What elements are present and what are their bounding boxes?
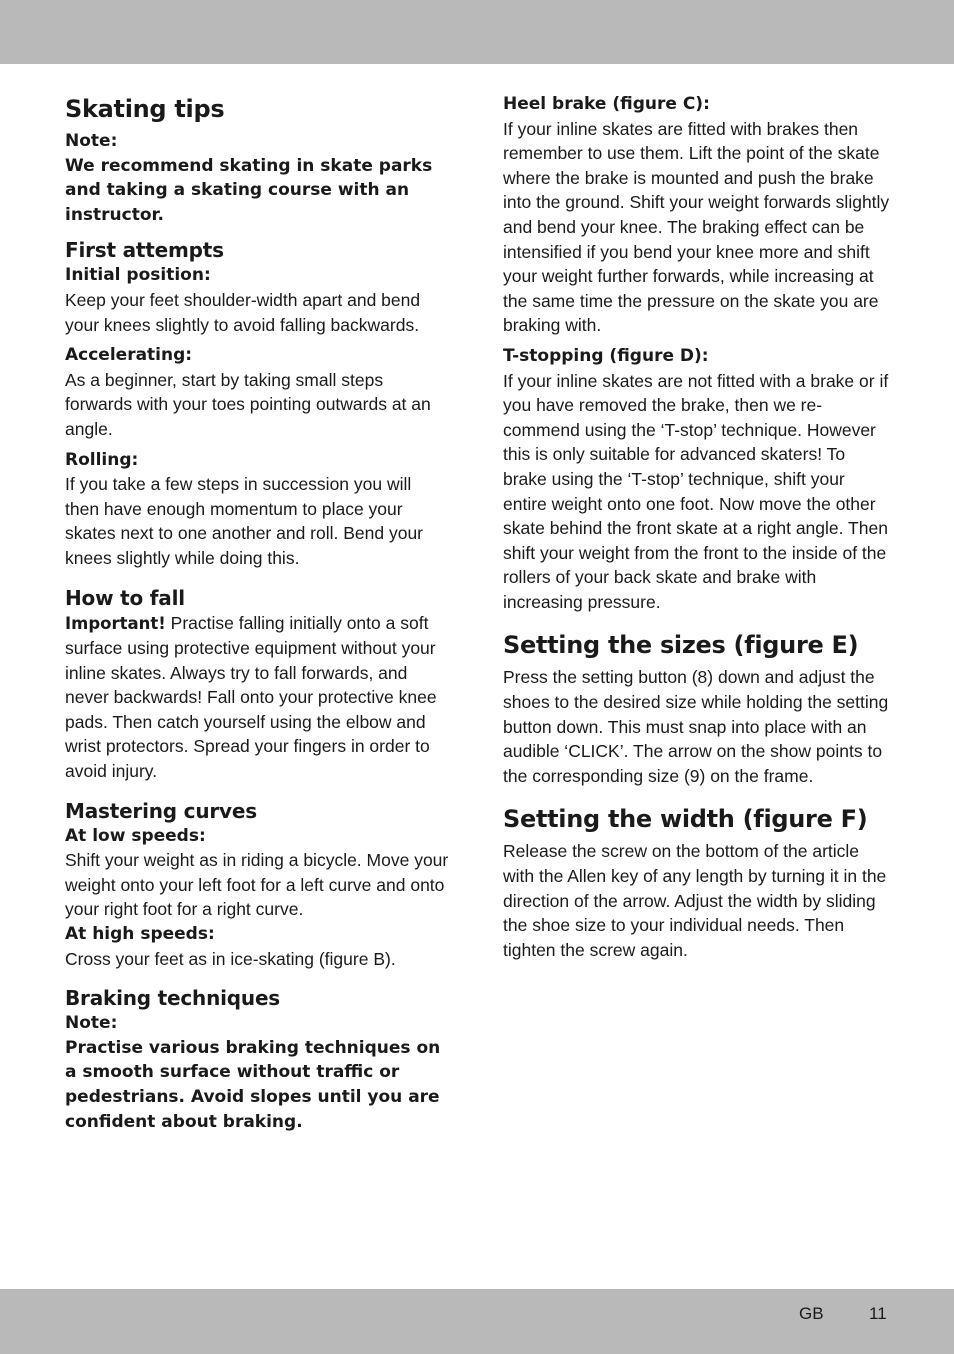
important-label: Important! xyxy=(65,613,166,633)
low-speeds-text: Shift your weight as in riding a bicycle. Move your weight onto your left foot for a left curve and onto your right foot for a right curve. xyxy=(65,850,449,920)
initial-position-text: Keep your feet shoulder-width apart and bend your knees slightly to avoid falling backwards. xyxy=(65,289,421,335)
heel-brake-text: If your inline skates are fitted with brakes then remember to use them. Lift the point of the skate where the brake is mounted and push the brake into the ground. Shift your weight forwards slightly and bend your knee. The braking effect can be intensified if you bend your knee more and shift your weight further forwards, while increasing at the same time the pressure on the skate you are braking with. xyxy=(503,118,890,336)
high-speeds-text: Cross your feet as in ice-skating (figure B). xyxy=(65,948,396,969)
rolling-label: Rolling: xyxy=(65,449,139,470)
page-number: 11 xyxy=(869,1304,887,1323)
header-band xyxy=(0,0,954,64)
accelerating-label: Accelerating: xyxy=(65,345,193,366)
width-text: Release the screw on the bottom of the article with the Allen key of any length by turning it in the direction of the arrow. Adjust the width by sliding the shoe size to your individual needs. Then tighten the screw again. xyxy=(503,841,887,960)
braking-note-text: Practise various braking techniques on a smooth surface without traffic or pedestrians. Avoid slopes until you are confident about braking. xyxy=(65,1037,441,1132)
width-heading: Setting the width (figure F) xyxy=(503,805,868,834)
rolling-text: If you take a few steps in succession you will then have enough momentum to place your skates next to one another and roll. Bend your knees slightly while doing this. xyxy=(65,474,424,568)
page-title: Skating tips xyxy=(65,95,225,123)
low-speeds-label: At low speeds: xyxy=(65,825,206,846)
how-to-fall-body: Practise falling initially onto a soft surface using protective equipment without your inline skates. Always try to fall forwards, and never backwards! Fall onto your protective knee pads. Then catch yourself using the elbow and wrist protectors. Spread your fingers in order to avoid injury. xyxy=(65,612,437,782)
sizes-heading: Setting the sizes (figure E) xyxy=(503,631,859,660)
right-column xyxy=(503,92,893,962)
t-stopping-text: If your inline skates are not fitted with a brake or if you have removed the brake, then we re-commend using the ‘T-stop’ technique. However this is only suitable for advanced skaters! To brake using the ‘T-stop’ technique, shift your entire weight onto one foot. Now move the other skate behind the front skate at a right angle. Then shift your weight from the front to the inside of the rollers of your back skate and brake with increasing pressure. xyxy=(503,370,889,612)
language-code: GB xyxy=(799,1304,824,1323)
initial-position-label: Initial position: xyxy=(65,265,211,286)
left-column xyxy=(65,92,450,1134)
sizes-text: Press the setting button (8) down and adjust the shoes to the desired size while holding the setting button down. This must snap into place with an audible ‘CLICK’. The arrow on the show points to the corresponding size (9) on the frame. xyxy=(503,667,889,786)
braking-techniques-heading: Braking techniques xyxy=(65,986,281,1011)
heel-brake-label: Heel brake (figure C): xyxy=(503,94,710,114)
first-attempts-heading: First attempts xyxy=(65,238,224,263)
high-speeds-label: At high speeds: xyxy=(65,924,215,945)
accelerating-text: As a beginner, start by taking small steps forwards with your toes pointing outwards at an angle. xyxy=(65,369,431,439)
braking-note-label: Note: xyxy=(65,1013,118,1034)
t-stopping-label: T-stopping (figure D): xyxy=(503,345,709,366)
how-to-fall-text xyxy=(65,611,450,784)
intro-note-label: Note: xyxy=(65,131,118,151)
intro-note-text: We recommend skating in skate parks and taking a skating course with an instructor. xyxy=(65,155,433,225)
how-to-fall-heading: How to fall xyxy=(65,585,185,610)
mastering-curves-heading: Mastering curves xyxy=(65,798,257,823)
